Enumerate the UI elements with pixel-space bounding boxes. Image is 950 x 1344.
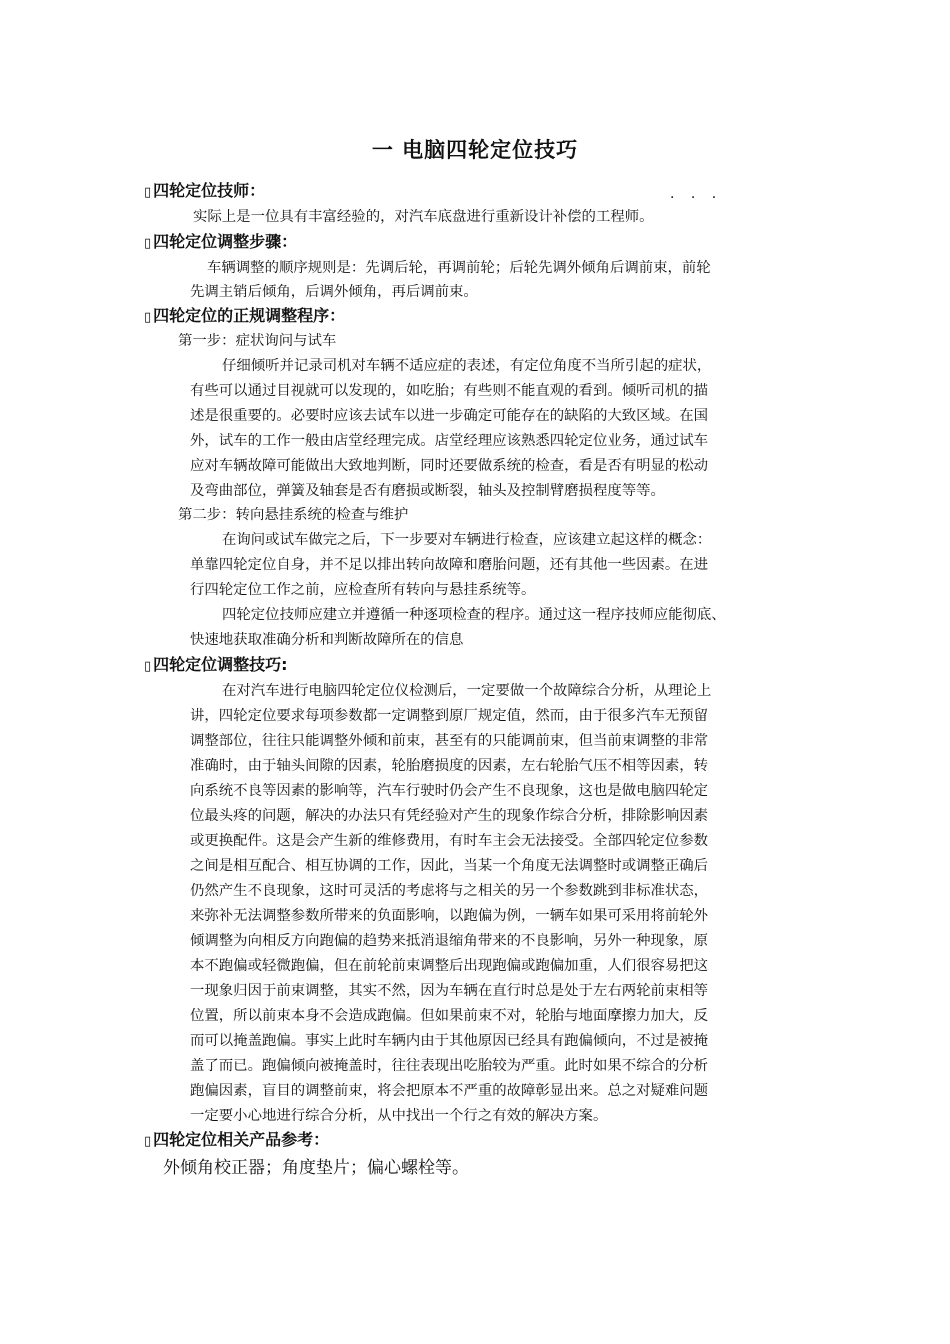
paragraph-line: 来弥补无法调整参数所带来的负面影响，以跑偏为例，一辆车如果可采用将前轮外	[190, 908, 709, 924]
paragraph-line: 实际上是一位具有丰富经验的，对汽车底盘进行重新设计补偿的工程师。	[193, 209, 654, 225]
section-heading-steps: ▯ 四轮定位调整步骤：	[144, 232, 298, 251]
paragraph-line: 在对汽车进行电脑四轮定位仪检测后，一定要做一个故障综合分析，从理论上	[222, 683, 712, 699]
paragraph-line: 及弯曲部位，弹簧及轴套是否有磨损或断裂，轴头及控制臂磨损程度等等。	[190, 483, 665, 499]
paragraph-line: 本不跑偏或轻微跑偏，但在前轮前束调整后出现跑偏或跑偏加重，人们很容易把这	[190, 958, 709, 974]
paragraph-line: 准确时，由于轴头间隙的因素，轮胎磨损度的因素，左右轮胎气压不相等因素，转	[190, 758, 709, 774]
paragraph-line: 跑偏因素，盲目的调整前束，将会把原本不严重的故障彰显出来。总之对疑难问题	[190, 1083, 709, 1099]
paragraph-line: 盖了而已。跑偏倾向被掩盖时，往往表现出吃胎较为严重。此时如果不综合的分析	[190, 1058, 709, 1074]
paragraph-line: 单靠四轮定位自身，并不足以排出转向故障和磨胎问题，还有其他一些因素。在进	[190, 557, 709, 573]
section-heading-tech: ▯ 四轮定位技师：	[144, 181, 266, 200]
bullet-icon: ▯	[144, 185, 152, 200]
paragraph-line: 行四轮定位工作之前，应检查所有转向与悬挂系统等。	[190, 582, 536, 598]
paragraph-line: 外倾角校正器；角度垫片；偏心螺栓等。	[163, 1158, 469, 1178]
paragraph-line: 倾调整为向相反方向跑偏的趋势来抵消退缩角带来的不良影响，另外一种现象，原	[190, 933, 709, 949]
paragraph-line: 外，试车的工作一般由店堂经理完成。店堂经理应该熟悉四轮定位业务，通过试车	[190, 433, 709, 449]
paragraph-line: 或更换配件。这是会产生新的维修费用，有时车主会无法接受。全部四轮定位参数	[190, 833, 709, 849]
paragraph-line: 而可以掩盖跑偏。事实上此时车辆内由于其他原因已经具有跑偏倾向，不过是被掩	[190, 1033, 709, 1049]
page-title: 一 电脑四轮定位技巧	[371, 138, 579, 162]
paragraph-line: 调整部位，往往只能调整外倾和前束，甚至有的只能调前束，但当前束调整的非常	[190, 733, 709, 749]
paragraph-line: 在询问或试车做完之后，下一步要对车辆进行检查，应该建立起这样的概念：	[222, 532, 712, 548]
bullet-icon: ▯	[144, 659, 152, 674]
bullet-icon: ▯	[144, 310, 152, 325]
section-heading-skills: ▯ 四轮定位调整技巧:	[144, 655, 288, 674]
paragraph-line: 述是很重要的。必要时应该去试车以进一步确定可能存在的缺陷的大致区域。在国	[190, 408, 709, 424]
section-heading-procedure: ▯ 四轮定位的正规调整程序：	[144, 306, 346, 325]
paragraph-line: 仔细倾听并记录司机对车辆不适应症的表述，有定位角度不当所引起的症状，	[222, 358, 712, 374]
paragraph-line: 仍然产生不良现象，这时可灵活的考虑将与之相关的另一个参数跳到非标准状态，	[190, 883, 709, 899]
paragraph-line: 一定要小心地进行综合分析，从中找出一个行之有效的解决方案。	[190, 1108, 608, 1124]
paragraph-line: 之间是相互配合、相互协调的工作，因此，当某一个角度无法调整时或调整正确后	[190, 858, 709, 874]
paragraph-line: 有些可以通过目视就可以发现的，如吃胎；有些则不能直观的看到。倾听司机的描	[190, 383, 709, 399]
paragraph-line: 位最头疼的问题，解决的办法只有凭经验对产生的现象作综合分析，排除影响因素	[190, 808, 709, 824]
paragraph-line: 先调主销后倾角，后调外倾角，再后调前束。	[190, 284, 478, 300]
paragraph-line: 一现象归因于前束调整，其实不然，因为车辆在直行时总是处于左右两轮前束相等	[190, 983, 709, 999]
paragraph-line: 讲，四轮定位要求每项参数都一定调整到原厂规定值，然而，由于很多汽车无预留	[190, 708, 709, 724]
bullet-icon: ▯	[144, 1134, 152, 1149]
paragraph-line: 车辆调整的顺序规则是：先调后轮，再调前轮；后轮先调外倾角后调前束，前轮	[207, 260, 711, 276]
bullet-icon: ▯	[144, 236, 152, 251]
paragraph-line: 向系统不良等因素的影响等，汽车行驶时仍会产生不良现象，这也是做电脑四轮定	[190, 783, 709, 799]
step-2-title: 第二步：转向悬挂系统的检查与维护	[178, 507, 409, 523]
paragraph-line: 四轮定位技师应建立并遵循一种逐项检查的程序。通过这一程序技师应能彻底、	[222, 607, 726, 623]
paragraph-line: 位置，所以前束本身不会造成跑偏。但如果前束不对，轮胎与地面摩擦力加大，反	[190, 1008, 709, 1024]
paragraph-line: 应对车辆故障可能做出大致地判断，同时还要做系统的检查，看是否有明显的松动	[190, 458, 709, 474]
ellipsis-marks: · · ·	[670, 190, 723, 206]
section-heading-products: ▯ 四轮定位相关产品参考：	[144, 1130, 330, 1149]
paragraph-line: 快速地获取准确分析和判断故障所在的信息	[190, 632, 464, 648]
step-1-title: 第一步：症状询问与试车	[178, 333, 337, 349]
